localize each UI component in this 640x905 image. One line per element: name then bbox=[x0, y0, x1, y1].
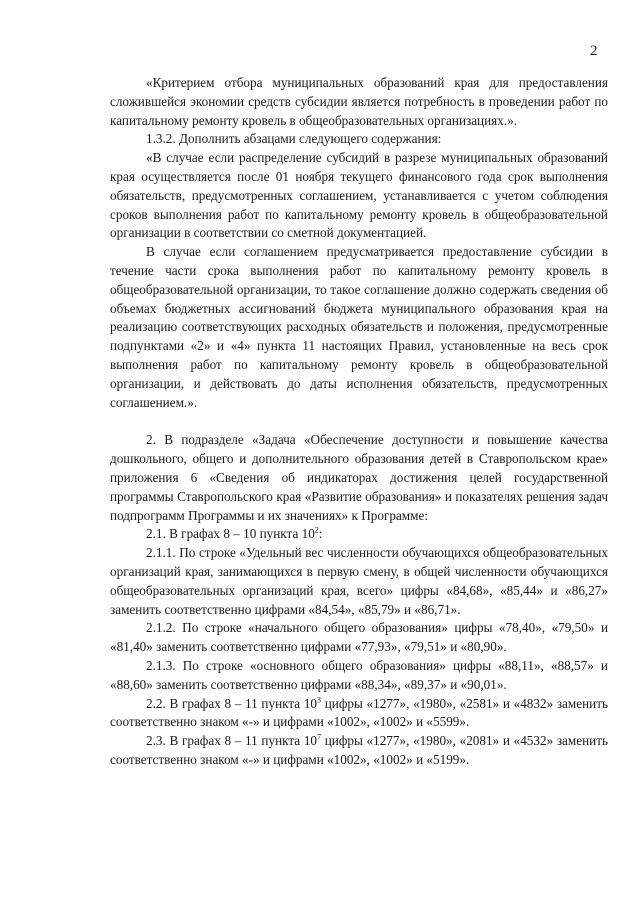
paragraph-2-1-text: 2.1. В графах 8 – 10 пункта 10 bbox=[146, 526, 315, 542]
paragraph-2-3-sup: 7 bbox=[317, 732, 322, 742]
paragraph-2-1-3: 2.1.3. По строке «основного общего образования» цифры «88,11», «88,57» и «88,60» заменить соответственно цифрами «88,34», «89,37» и «90,01». bbox=[110, 657, 608, 692]
paragraph-2-1-sup: 2 bbox=[314, 525, 319, 535]
paragraph-1-3-2: 1.3.2. Дополнить абзацами следующего содержания: bbox=[146, 131, 442, 147]
paragraph-2-1-1: 2.1.1. По строке «Удельный вес численности обучающихся общеобразовательных организаций края, занимающихся в первую смену, в общей численности обучающихся общеобразовательных организаций края, всего» цифры «84,68», «85,44» и «86,27» заменить соответственно цифрами «84,54», «85,79» и «86,71». bbox=[110, 545, 608, 617]
paragraph-2-1-2: 2.1.2. По строке «начального общего образования» цифры «78,40», «79,50» и «81,40» заменить соответственно цифрами «77,93», «79,51» и «80,90». bbox=[110, 620, 608, 655]
paragraph-2-2-sup: 3 bbox=[317, 695, 322, 705]
paragraph-agreement: В случае если соглашением предусматривается предоставление субсидии в течение части срока выполнения работ по капитальному ремонту кровель в общеобразовательной организации, то такое соглашение должно содержать сведения об объемах бюджетных ассигнований бюджета муниципального образования края на реализацию соответствующих расходных обязательств и положения, предусмотренные подпунктами «2» и «4» пункта 11 настоящих Правил, установленные на весь срок выполнения работ по капитальному ремонту кровель в общеобразовательной организации, и действовать до даты исполнения обязательств, предусмотренных соглашением.». bbox=[110, 244, 608, 410]
paragraph-2-1 bbox=[110, 525, 608, 544]
paragraph-2-2 bbox=[110, 695, 608, 733]
paragraph-2-3-text: 2.3. В графах 8 – 11 пункта 10 bbox=[146, 733, 318, 749]
paragraph-2-2-tail: цифры «1277», «1980», «2581» и «4832» заменить соответственно знаком «-» и цифрами «1002», «1002» и «5599». bbox=[110, 695, 609, 730]
paragraph-distribution: «В случае если распределение субсидий в разрезе муниципальных образований края осуществляется после 01 ноября текущего финансового года срок выполнения обязательств, предусмотренных соглашением, устанавливается с учетом соблюдения сроков выполнения работ по капитальному ремонту кровель в общеобразовательной организации в соответствии со сметной документацией. bbox=[110, 150, 608, 241]
page-number: 2 bbox=[590, 43, 598, 59]
paragraph-2-3-tail: цифры «1277», «1980», «2081» и «4532» заменить соответственно знаком «-» и цифрами «1002», «1002» и «5199». bbox=[110, 733, 609, 767]
paragraph-2-2-text: 2.2. В графах 8 – 11 пункта 10 bbox=[146, 695, 318, 711]
paragraph-2-3 bbox=[110, 732, 608, 770]
document-body bbox=[110, 74, 608, 770]
paragraph-section-2: 2. В подразделе «Задача «Обеспечение доступности и повышение качества дошкольного, общего и дополнительного образования детей в Ставропольском крае» приложения 6 «Сведения об индикаторах достижения целей государственной программы Ставропольского края «Развитие образования» и показателях решения задач подпрограмм Программы и их значениях» к Программе: bbox=[110, 432, 608, 523]
paragraph-criterion: «Критерием отбора муниципальных образований края для предоставления сложившейся экономии средств субсидии является потребность в проведении работ по капитальному ремонту кровель в общеобразовательных организациях.». bbox=[110, 75, 608, 128]
paragraph-2-1-tail: : bbox=[318, 526, 323, 542]
paragraph-gap bbox=[110, 412, 608, 431]
